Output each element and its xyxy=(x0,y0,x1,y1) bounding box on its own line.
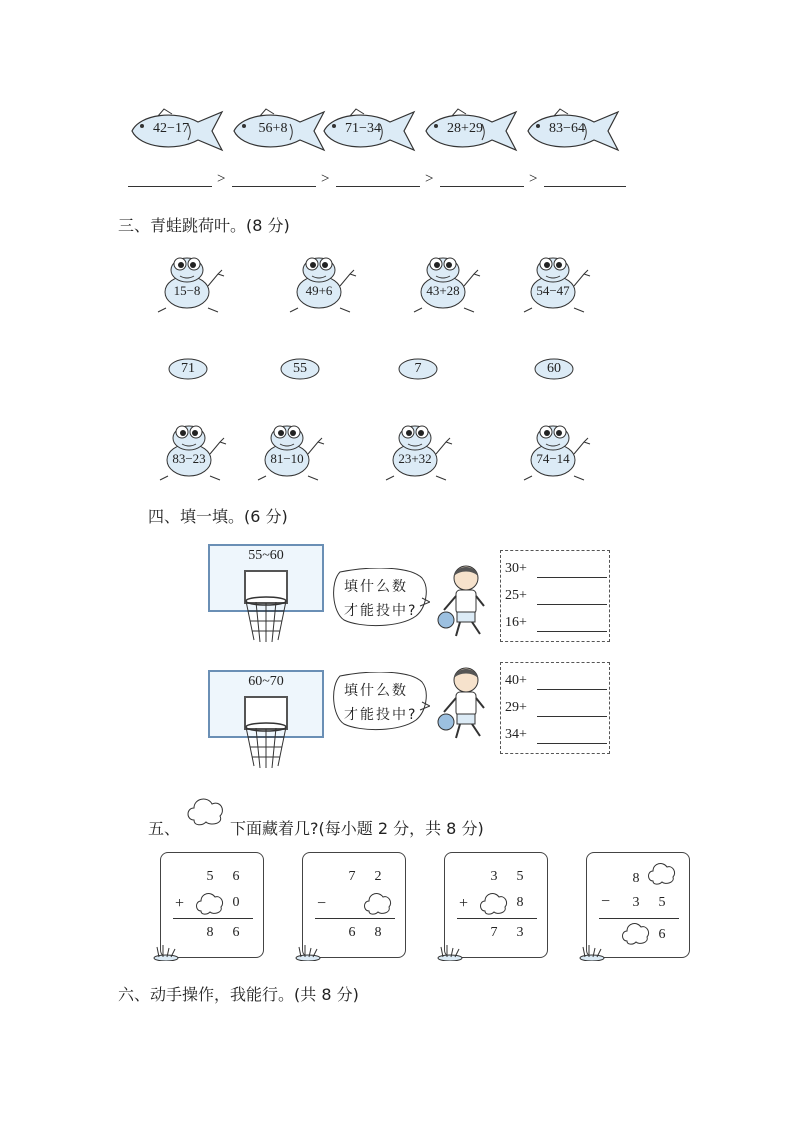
digit: 3 xyxy=(490,869,498,884)
greater-than-sign: > xyxy=(529,171,538,187)
range-label: 60~70 xyxy=(248,674,284,689)
greater-than-sign: > xyxy=(217,171,226,187)
addend-label: 25+ xyxy=(505,588,527,603)
puzzle-card-4 xyxy=(586,852,690,958)
lily-pad-3[interactable] xyxy=(398,358,438,380)
bubble-line-1: 填什么数 xyxy=(344,579,408,595)
sum-line xyxy=(173,918,253,919)
addend-label: 16+ xyxy=(505,615,527,630)
digit: 6 xyxy=(348,925,356,940)
digit: 3 xyxy=(516,925,524,940)
digit: 5 xyxy=(658,895,666,910)
bubble-line-1: 填什么数 xyxy=(344,683,408,699)
lily-pad-1[interactable] xyxy=(168,358,208,380)
frog-bottom-4 xyxy=(522,420,592,484)
digit: 8 xyxy=(632,871,640,886)
section-5-title-prefix: 五、 xyxy=(148,819,181,838)
sum-line xyxy=(315,918,395,919)
puzzle-card-2 xyxy=(302,852,406,958)
bubble-line-2: 才能投中? xyxy=(344,707,418,723)
frog-expression: 54−47 xyxy=(536,283,570,298)
grass-icon xyxy=(579,943,605,961)
lily-pad-number: 7 xyxy=(414,361,422,376)
basketball-net-icon xyxy=(244,596,288,644)
puzzle-card-3 xyxy=(444,852,548,958)
frog-expression: 15−8 xyxy=(173,283,201,298)
digit: 6 xyxy=(232,869,240,884)
frog-bottom-1 xyxy=(158,420,228,484)
answer-blank[interactable] xyxy=(537,577,607,578)
answer-blank-1[interactable] xyxy=(128,186,212,187)
digit: 5 xyxy=(516,869,524,884)
frog-expression: 74−14 xyxy=(536,451,570,466)
boy-dribbling-icon xyxy=(430,564,496,644)
digit: 6 xyxy=(232,925,240,940)
frog-expression: 49+6 xyxy=(305,283,333,298)
grass-icon xyxy=(295,943,321,961)
cloud-blank-icon[interactable] xyxy=(479,891,509,917)
answer-blank-2[interactable] xyxy=(232,186,316,187)
sum-line xyxy=(599,918,679,919)
fish-expression: 56+8 xyxy=(258,121,288,136)
frog-expression: 83−23 xyxy=(172,451,206,466)
answer-box xyxy=(500,550,610,642)
fish-1 xyxy=(128,108,228,154)
digit: 3 xyxy=(632,895,640,910)
sum-line xyxy=(457,918,537,919)
fish-3 xyxy=(320,108,420,154)
cloud-blank-icon[interactable] xyxy=(363,891,393,917)
cloud-blank-icon[interactable] xyxy=(621,921,651,947)
fish-2 xyxy=(230,108,330,154)
fish-expression: 28+29 xyxy=(447,121,483,136)
lily-pad-number: 71 xyxy=(181,361,195,376)
digit: 8 xyxy=(374,925,382,940)
grass-icon xyxy=(153,943,179,961)
frog-expression: 81−10 xyxy=(270,451,304,466)
addend-label: 34+ xyxy=(505,727,527,742)
greater-than-sign: > xyxy=(321,171,330,187)
frog-top-4 xyxy=(522,252,592,316)
lily-pad-number: 55 xyxy=(293,361,307,376)
answer-blank[interactable] xyxy=(537,716,607,717)
digit: 5 xyxy=(206,869,214,884)
digit: 7 xyxy=(348,869,356,884)
frog-bottom-2 xyxy=(256,420,326,484)
lily-pad-number: 60 xyxy=(547,361,561,376)
range-label: 55~60 xyxy=(248,548,284,563)
lily-pad-2[interactable] xyxy=(280,358,320,380)
frog-expression: 43+28 xyxy=(426,283,460,298)
addend-label: 29+ xyxy=(505,700,527,715)
fish-expression: 83−64 xyxy=(549,121,585,136)
fish-expression: 42−17 xyxy=(153,121,189,136)
frog-bottom-3 xyxy=(384,420,454,484)
fish-expression: 71−34 xyxy=(345,121,381,136)
operator: + xyxy=(175,895,185,912)
speech-bubble xyxy=(330,672,430,738)
lily-pad-4[interactable] xyxy=(534,358,574,380)
answer-blank[interactable] xyxy=(537,743,607,744)
frog-top-2 xyxy=(288,252,358,316)
answer-box xyxy=(500,662,610,754)
grass-icon xyxy=(437,943,463,961)
answer-blank[interactable] xyxy=(537,631,607,632)
addend-label: 40+ xyxy=(505,673,527,688)
operator: − xyxy=(601,893,611,910)
fish-5 xyxy=(524,108,624,154)
section-6-title: 六、动手操作，我能行。(共 8 分) xyxy=(118,985,359,1004)
cloud-blank-icon[interactable] xyxy=(195,891,225,917)
bubble-line-2: 才能投中? xyxy=(344,603,418,619)
puzzle-card-1 xyxy=(160,852,264,958)
speech-bubble xyxy=(330,568,430,634)
frog-top-1 xyxy=(156,252,226,316)
digit: 7 xyxy=(490,925,498,940)
section-4-title: 四、填一填。(6 分) xyxy=(148,507,288,526)
cloud-blank-icon[interactable] xyxy=(647,861,677,887)
answer-blank-4[interactable] xyxy=(440,186,524,187)
section-5-title: 下面藏着几?(每小题 2 分，共 8 分) xyxy=(230,819,484,838)
answer-blank-3[interactable] xyxy=(336,186,420,187)
cloud-icon xyxy=(186,796,226,828)
digit: 0 xyxy=(232,895,240,910)
digit: 2 xyxy=(374,869,382,884)
operator: − xyxy=(317,895,327,912)
operator: + xyxy=(459,895,469,912)
answer-blank[interactable] xyxy=(537,689,607,690)
frog-top-3 xyxy=(412,252,482,316)
section-3-title: 三、青蛙跳荷叶。(8 分) xyxy=(118,216,290,235)
frog-expression: 23+32 xyxy=(398,451,432,466)
greater-than-sign: > xyxy=(425,171,434,187)
basketball-net-icon xyxy=(244,722,288,770)
digit: 6 xyxy=(658,927,666,942)
digit: 8 xyxy=(206,925,214,940)
digit: 8 xyxy=(516,895,524,910)
answer-blank[interactable] xyxy=(537,604,607,605)
boy-dribbling-icon xyxy=(430,666,496,746)
fish-4 xyxy=(422,108,522,154)
addend-label: 30+ xyxy=(505,561,527,576)
answer-blank-5[interactable] xyxy=(544,186,626,187)
